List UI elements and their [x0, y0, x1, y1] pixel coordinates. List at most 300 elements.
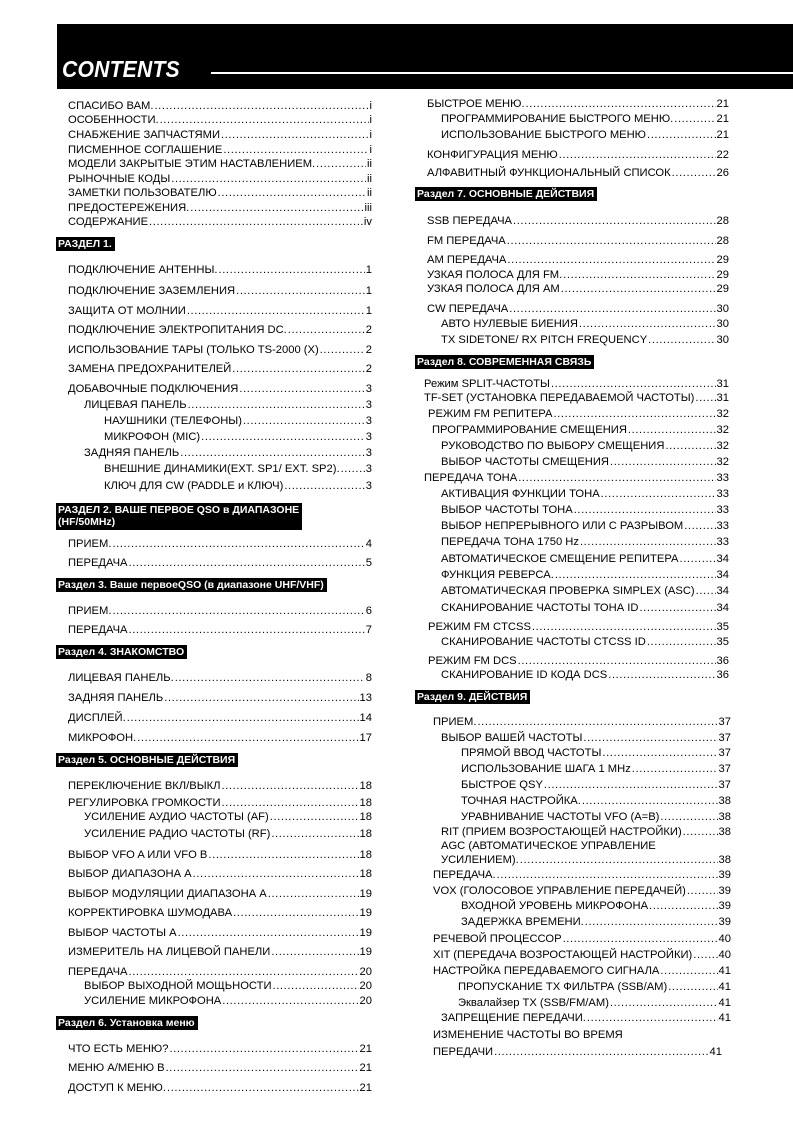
toc-entry-label: УРАВНИВАНИЕ ЧАСТОТЫ VFO (A=B): [461, 811, 660, 823]
toc-entry[interactable]: [68, 927, 372, 940]
toc-entry[interactable]: [441, 854, 731, 867]
toc-entry[interactable]: [461, 779, 731, 792]
toc-entry-label: ЗАМЕТКИ ПОЛЬЗОВАТЕЛЮ: [68, 187, 217, 199]
toc-entry[interactable]: [441, 456, 729, 469]
toc-entry[interactable]: [84, 811, 372, 824]
toc-page-number: 18: [359, 797, 372, 809]
toc-entry[interactable]: [441, 334, 729, 347]
toc-page-number: 18: [359, 780, 372, 792]
toc-entry[interactable]: [84, 399, 372, 412]
toc-entry-label: УСИЛЕНИЕ АУДИО ЧАСТОТЫ (AF): [84, 811, 269, 823]
dot-leader: [271, 946, 358, 959]
toc-entry-label: МОДЕЛИ ЗАКРЫТЫЕ ЭТИМ НАСТАВЛЕНИЕМ.: [68, 158, 316, 170]
dot-leader: [320, 344, 365, 357]
dot-leader: [232, 363, 364, 376]
toc-entry[interactable]: [68, 100, 372, 113]
toc-page-number: 3: [365, 431, 372, 443]
toc-page-number: 29: [716, 254, 729, 266]
dot-leader: [660, 811, 717, 824]
dot-leader: [273, 980, 359, 993]
toc-entry-label: УЗКАЯ ПОЛОСА ДЛЯ FM.: [427, 269, 563, 281]
toc-entry[interactable]: [427, 149, 729, 162]
toc-entry[interactable]: [84, 447, 372, 460]
toc-entry[interactable]: [433, 716, 731, 729]
dot-leader: [674, 113, 715, 126]
toc-entry[interactable]: [441, 669, 729, 682]
toc-page-number: 1: [365, 285, 372, 297]
toc-page-number: 38: [718, 826, 731, 838]
toc-page-number: 21: [716, 98, 729, 110]
section-heading-line: Раздел 3. Ваше первоеQSO (в диапазоне UHF/VHF): [58, 579, 324, 591]
dot-leader: [218, 264, 364, 277]
dot-leader: [585, 916, 718, 929]
toc-entry[interactable]: [68, 538, 372, 551]
dot-leader: [239, 383, 364, 396]
section-heading-line: РАЗДЕЛ 2. ВАШЕ ПЕРВОЕ QSO в ДИАПАЗОНЕ: [58, 504, 300, 516]
toc-entry-label: РЕЧЕВОЙ ПРОЦЕССОР: [433, 933, 562, 945]
toc-entry[interactable]: [427, 254, 729, 267]
toc-page-number: 34: [716, 602, 729, 614]
toc-entry[interactable]: [84, 995, 372, 1008]
toc-page-number: i: [369, 129, 372, 141]
toc-page-number: 39: [718, 916, 731, 928]
toc-page-number: 18: [359, 849, 372, 861]
toc-page-number: 28: [716, 235, 729, 247]
dot-leader: [520, 854, 718, 867]
toc-entry-label: Эквалайзер TX (SSB/FM/AM): [458, 997, 609, 1009]
dot-leader: [233, 907, 358, 920]
toc-entry[interactable]: [433, 869, 731, 882]
toc-page-number: 31: [716, 378, 729, 390]
toc-entry-label: ПЕРЕДАЧИ: [433, 1046, 494, 1058]
dot-leader: [668, 981, 717, 994]
toc-entry[interactable]: [433, 885, 731, 898]
dot-leader: [341, 463, 365, 476]
dot-leader: [316, 158, 366, 171]
toc-page-number: 32: [716, 408, 729, 420]
toc-entry[interactable]: [441, 318, 729, 331]
toc-entry-label: ВЫБОР ЧАСТОТЫ А: [68, 927, 177, 939]
toc-page-number: 33: [716, 504, 729, 516]
dot-leader: [683, 826, 718, 839]
toc-entry-label: ПРОГРАММИРОВАНИЕ СМЕЩЕНИЯ: [432, 424, 627, 436]
toc-page-number: 17: [359, 732, 372, 744]
toc-entry-label: МЕНЮ А/МЕНЮ В: [68, 1062, 165, 1074]
section-heading: [415, 355, 594, 369]
toc-entry[interactable]: [68, 1043, 372, 1056]
toc-entry[interactable]: [68, 187, 372, 200]
toc-entry-label: УСИЛЕНИЕ РАДИО ЧАСТОТЫ (RF): [84, 828, 271, 840]
section-heading-line: Раздел 4. ЗНАКОМСТВО: [58, 646, 185, 658]
section-heading: [56, 645, 187, 659]
dot-leader: [222, 797, 359, 810]
toc-entry[interactable]: [461, 795, 731, 808]
toc-entry-label: ПРИЕМ.: [433, 716, 477, 728]
toc-entry[interactable]: [461, 747, 731, 760]
toc-page-number: 21: [716, 129, 729, 141]
toc-entry[interactable]: [68, 264, 372, 277]
dot-leader: [660, 965, 717, 978]
toc-entry[interactable]: [68, 305, 372, 318]
dot-leader: [526, 98, 716, 111]
toc-entry-label: ПОДКЛЮЧЕНИЕ ЭЛЕКТРОПИТАНИЯ DC.: [68, 324, 287, 336]
toc-entry[interactable]: [441, 1012, 731, 1025]
toc-entry[interactable]: [68, 344, 372, 357]
toc-entry[interactable]: [441, 826, 731, 839]
toc-page-number: 1: [365, 264, 372, 276]
toc-page-number: 8: [365, 672, 372, 684]
dot-leader: [610, 456, 716, 469]
toc-entry[interactable]: [441, 553, 729, 566]
dot-leader: [160, 114, 369, 127]
toc-entry-label: УЗКАЯ ПОЛОСА ДЛЯ AM: [427, 283, 560, 295]
toc-entry[interactable]: [68, 797, 372, 810]
toc-entry[interactable]: [441, 440, 729, 453]
toc-page-number: 6: [365, 605, 372, 617]
toc-entry[interactable]: [68, 849, 372, 862]
toc-entry-label: БЫСТРОЕ QSY: [461, 779, 543, 791]
dot-leader: [513, 215, 716, 228]
toc-page-number: iii: [364, 202, 372, 214]
toc-page-number: 40: [718, 933, 731, 945]
dot-leader: [680, 553, 716, 566]
toc-entry[interactable]: [68, 888, 372, 901]
toc-page-number: 37: [718, 732, 731, 744]
toc-entry[interactable]: [68, 285, 372, 298]
dot-leader: [518, 472, 715, 485]
toc-page-number: 3: [365, 463, 372, 475]
dot-leader: [574, 504, 716, 517]
toc-page-number: 3: [365, 383, 372, 395]
toc-entry-label: ВЫБОР НЕПРЕРЫВНОГО ИЛИ С РАЗРЫВОМ: [441, 520, 684, 532]
toc-entry-label: ЛИЦЕВАЯ ПАНЕЛЬ.: [68, 672, 174, 684]
toc-entry-label: AGC (АВТОМАТИЧЕСКОЕ УПРАВЛЕНИЕ: [441, 840, 656, 852]
toc-entry-label: RIT (ПРИЕМ ВОЗРОСТАЮЩЕЙ НАСТРОЙКИ): [441, 826, 682, 838]
dot-leader: [583, 732, 717, 745]
toc-entry[interactable]: [441, 569, 729, 582]
toc-page-number: 31: [716, 392, 729, 404]
toc-entry-label: ПЕРЕКЛЮЧЕНИЕ ВКЛ/ВЫКЛ: [68, 780, 221, 792]
toc-entry[interactable]: [441, 488, 729, 501]
toc-entry-label: РЫНОЧНЫЕ КОДЫ: [68, 173, 171, 185]
dot-leader: [180, 447, 365, 460]
dot-leader: [201, 431, 365, 444]
section-heading-line: Раздел 7. ОСНОВНЫЕ ДЕЙСТВИЯ: [417, 188, 595, 200]
toc-entry[interactable]: [104, 480, 372, 493]
dot-leader: [149, 216, 363, 229]
toc-entry[interactable]: [461, 811, 731, 824]
toc-entry[interactable]: [441, 602, 729, 615]
toc-entry[interactable]: [427, 98, 729, 111]
toc-page-number: iv: [363, 216, 372, 228]
toc-entry[interactable]: [68, 946, 372, 959]
toc-entry-label: ОСОБЕННОСТИ.: [68, 114, 159, 126]
toc-entry-label: ПЕРЕДАЧА ТОНА 1750 Hz: [441, 536, 579, 548]
toc-entry-label: ВНЕШНИЕ ДИНАМИКИ(EXT. SP1/ EXT. SP2).: [104, 463, 340, 475]
toc-entry[interactable]: [68, 966, 372, 979]
dot-leader: [602, 747, 717, 760]
toc-entry[interactable]: [68, 383, 372, 396]
toc-page-number: 33: [716, 536, 729, 548]
toc-entry[interactable]: [68, 605, 372, 618]
dot-leader: [222, 995, 358, 1008]
dot-leader: [218, 187, 366, 200]
toc-page-number: i: [369, 100, 372, 112]
dot-leader: [648, 334, 715, 347]
toc-entry[interactable]: [433, 933, 731, 946]
toc-entry-label: АЛФАВИТНЫЙ ФУНКЦИОНАЛЬНЫЙ СПИСОК: [427, 167, 671, 179]
toc-entry[interactable]: [427, 167, 729, 180]
toc-entry[interactable]: [433, 965, 731, 978]
dot-leader: [164, 692, 358, 705]
toc-page-number: 35: [716, 621, 729, 633]
toc-entry[interactable]: [84, 828, 372, 841]
toc-entry[interactable]: [68, 129, 372, 142]
toc-entry[interactable]: [458, 997, 731, 1010]
toc-entry[interactable]: [68, 712, 372, 725]
toc-entry[interactable]: [68, 868, 372, 881]
toc-entry[interactable]: [68, 202, 372, 215]
toc-entry[interactable]: [427, 283, 729, 296]
toc-entry-label: ЧТО ЕСТЬ МЕНЮ?: [68, 1043, 169, 1055]
toc-page-number: ii: [367, 173, 372, 185]
section-heading-line: Раздел 9. ДЕЙСТВИЯ: [417, 691, 528, 703]
dot-leader: [628, 424, 716, 437]
section-heading: [56, 753, 238, 767]
dot-leader: [112, 538, 364, 551]
toc-entry-label: АКТИВАЦИЯ ФУНКЦИИ ТОНА: [441, 488, 600, 500]
toc-page-number: 19: [359, 927, 372, 939]
dot-leader: [579, 318, 716, 331]
toc-page-number: 18: [359, 811, 372, 823]
dot-leader: [223, 144, 368, 157]
toc-entry-label: МИКРОФОН.: [68, 732, 137, 744]
toc-entry-label: ЗАПРЕЩЕНИЕ ПЕРЕДАЧИ.: [441, 1012, 586, 1024]
dot-leader: [518, 655, 716, 668]
toc-entry-label: ПРИЕМ.: [68, 538, 112, 550]
toc-entry[interactable]: [68, 1062, 372, 1075]
toc-entry-label: ПЕРЕДАЧА ТОНА: [424, 472, 518, 484]
toc-entry[interactable]: [68, 624, 372, 637]
toc-entry[interactable]: [68, 324, 372, 337]
toc-entry[interactable]: [441, 732, 731, 745]
toc-page-number: 33: [716, 488, 729, 500]
dot-leader: [494, 1046, 708, 1059]
toc-entry-label: SSB ПЕРЕДАЧА: [427, 215, 513, 227]
section-heading-line: Раздел 6. Установка меню: [58, 1017, 195, 1029]
toc-entry[interactable]: [441, 536, 729, 549]
toc-entry-label: ПОДКЛЮЧЕНИЕ АНТЕННЫ.: [68, 264, 218, 276]
toc-entry-label: ЗАДНЯЯ ПАНЕЛЬ: [68, 692, 164, 704]
toc-page-number: 34: [716, 569, 729, 581]
toc-page-number: 29: [716, 283, 729, 295]
toc-entry-label: АВТОМАТИЧЕСКАЯ ПРОВЕРКА SIMPLEX (ASC): [441, 585, 695, 597]
toc-page-number: ii: [367, 187, 372, 199]
toc-entry-label: ДОБАВОЧНЫЕ ПОДКЛЮЧЕНИЯ: [68, 383, 239, 395]
dot-leader: [208, 849, 358, 862]
toc-page-number: 21: [359, 1043, 372, 1055]
toc-entry[interactable]: [441, 636, 729, 649]
toc-entry[interactable]: [458, 981, 731, 994]
toc-entry-label: НАУШНИКИ (ТЕЛЕФОНЫ): [104, 415, 242, 427]
toc-entry[interactable]: [68, 114, 372, 127]
toc-entry[interactable]: [424, 378, 729, 391]
dot-leader: [166, 1062, 359, 1075]
toc-entry-label: ВЫБОР ЧАСТОТЫ СМЕЩЕНИЯ: [441, 456, 609, 468]
toc-entry[interactable]: [432, 424, 729, 437]
toc-page-number: 35: [716, 636, 729, 648]
toc-entry[interactable]: [441, 585, 729, 598]
toc-entry-label: ДИСПЛЕЙ.: [68, 712, 126, 724]
dot-leader: [129, 624, 365, 637]
toc-entry[interactable]: [84, 980, 372, 993]
toc-page-number: 21: [716, 113, 729, 125]
toc-entry-label: TX SIDETONE/ RX PITCH FREQUENCY: [441, 334, 648, 346]
toc-entry-label: РУКОВОДСТВО ПО ВЫБОРУ СМЕЩЕНИЯ: [441, 440, 665, 452]
dot-leader: [187, 305, 365, 318]
dot-leader: [477, 716, 717, 729]
toc-page-number: 18: [359, 868, 372, 880]
section-heading: [415, 187, 597, 201]
toc-page-number: 28: [716, 215, 729, 227]
toc-entry[interactable]: [424, 472, 729, 485]
toc-entry[interactable]: [428, 655, 729, 668]
dot-leader: [127, 712, 359, 725]
toc-entry[interactable]: [433, 949, 731, 962]
toc-entry[interactable]: [424, 392, 729, 405]
toc-entry-label: ВЫБОР ВАШЕЙ ЧАСТОТЫ: [441, 732, 583, 744]
toc-entry-label: ВХОДНОЙ УРОВЕНЬ МИКРОФОНА: [461, 900, 649, 912]
toc-entry[interactable]: [461, 900, 731, 913]
toc-entry-text-line[interactable]: [433, 1029, 623, 1042]
toc-entry[interactable]: [68, 780, 372, 793]
toc-entry[interactable]: [68, 1082, 372, 1095]
toc-page-number: 7: [365, 624, 372, 636]
toc-entry[interactable]: [461, 916, 731, 929]
toc-entry[interactable]: [104, 463, 372, 476]
toc-entry[interactable]: [461, 763, 731, 776]
toc-entry[interactable]: [68, 557, 372, 570]
dot-leader: [154, 100, 368, 113]
dot-leader: [284, 480, 364, 493]
toc-entry-label: ЗАМЕНА ПРЕДОХРАНИТЕЛЕЙ: [68, 363, 232, 375]
toc-entry-label: ФУНКЦИЯ РЕВЕРСА.: [441, 569, 554, 581]
toc-entry-text-line[interactable]: [441, 840, 656, 853]
toc-page-number: 22: [716, 149, 729, 161]
toc-entry-label: ПРОПУСКАНИЕ TX ФИЛЬТРА (SSB/AM): [458, 981, 668, 993]
toc-entry[interactable]: [427, 269, 729, 282]
toc-page-number: 40: [718, 949, 731, 961]
toc-entry-label: ВЫБОР VFO A ИЛИ VFO B: [68, 849, 208, 861]
dot-leader: [555, 569, 716, 582]
toc-entry[interactable]: [68, 363, 372, 376]
dot-leader: [696, 585, 716, 598]
toc-entry-label: ТОЧНАЯ НАСТРОЙКА.: [461, 795, 581, 807]
dot-leader: [672, 167, 716, 180]
toc-entry-label: ПЕРЕДАЧА.: [433, 869, 496, 881]
dot-leader: [559, 149, 716, 162]
toc-entry[interactable]: [428, 408, 729, 421]
toc-page-number: 4: [365, 538, 372, 550]
dot-leader: [178, 927, 359, 940]
toc-entry[interactable]: [104, 415, 372, 428]
dot-leader: [639, 602, 715, 615]
toc-entry[interactable]: [441, 520, 729, 533]
dot-leader: [608, 669, 715, 682]
toc-entry-label: РЕЖИМ FM DCS: [428, 655, 517, 667]
dot-leader: [632, 763, 718, 776]
toc-entry[interactable]: [68, 173, 372, 186]
dot-leader: [563, 269, 715, 282]
toc-entry[interactable]: [68, 732, 372, 745]
dot-leader: [582, 795, 718, 808]
dot-leader: [532, 621, 716, 634]
section-heading: [56, 237, 115, 251]
toc-entry[interactable]: [68, 158, 372, 171]
toc-entry[interactable]: [441, 113, 729, 126]
dot-leader: [190, 202, 363, 215]
toc-entry[interactable]: [68, 672, 372, 685]
toc-entry[interactable]: [68, 216, 372, 229]
section-heading: [56, 503, 302, 530]
dot-leader: [610, 997, 718, 1010]
toc-entry-label: ИЗМЕРИТЕЛЬ НА ЛИЦЕВОЙ ПАНЕЛИ: [68, 946, 271, 958]
toc-entry-label: РЕГУЛИРОВКА ГРОМКОСТИ: [68, 797, 221, 809]
dot-leader: [561, 283, 716, 296]
toc-entry-label: Режим SPLIT-ЧАСТОТЫ: [424, 378, 550, 390]
toc-entry[interactable]: [427, 303, 729, 316]
toc-page-number: 2: [365, 324, 372, 336]
toc-entry-label: ИСПОЛЬЗОВАНИЕ ШАГА 1 MHz: [461, 763, 631, 775]
toc-entry-label: СКАНИРОВАНИЕ ID КОДА DCS: [441, 669, 608, 681]
toc-entry-label: УСИЛЕНИЕ МИКРОФОНА: [84, 995, 222, 1007]
toc-page-number: 21: [359, 1082, 372, 1094]
toc-entry[interactable]: [427, 235, 729, 248]
toc-entry-label: ВЫБОР МОДУЛЯЦИИ ДИАПАЗОНА А: [68, 888, 267, 900]
dot-leader: [647, 129, 716, 142]
dot-leader: [270, 811, 359, 824]
toc-entry[interactable]: [68, 692, 372, 705]
toc-page-number: 14: [359, 712, 372, 724]
toc-entry[interactable]: [428, 621, 729, 634]
toc-entry[interactable]: [441, 129, 729, 142]
toc-entry-label: ВЫБОР ДИАПАЗОНА А: [68, 868, 192, 880]
toc-page-number: 3: [365, 415, 372, 427]
toc-page-number: 32: [716, 456, 729, 468]
section-heading: [415, 690, 530, 704]
dot-leader: [687, 885, 718, 898]
toc-entry[interactable]: [68, 907, 372, 920]
toc-page-number: 41: [718, 997, 731, 1009]
dot-leader: [497, 869, 718, 882]
toc-entry-label: FM ПЕРЕДАЧА: [427, 235, 506, 247]
toc-entry-label: ПЕРЕДАЧА: [68, 966, 128, 978]
dot-leader: [243, 415, 365, 428]
toc-page-number: 20: [359, 980, 372, 992]
toc-entry-label: ЗАДЕРЖКА ВРЕМЕНИ.: [461, 916, 584, 928]
toc-page-number: 37: [718, 763, 731, 775]
dot-leader: [112, 605, 364, 618]
dot-leader: [507, 254, 715, 267]
dot-leader: [693, 949, 717, 962]
toc-entry[interactable]: [427, 215, 729, 228]
toc-page-number: 38: [718, 795, 731, 807]
toc-entry[interactable]: [441, 504, 729, 517]
toc-page-number: 37: [718, 716, 731, 728]
toc-entry[interactable]: [104, 431, 372, 444]
toc-entry[interactable]: [68, 144, 372, 157]
toc-entry[interactable]: [433, 1046, 722, 1059]
